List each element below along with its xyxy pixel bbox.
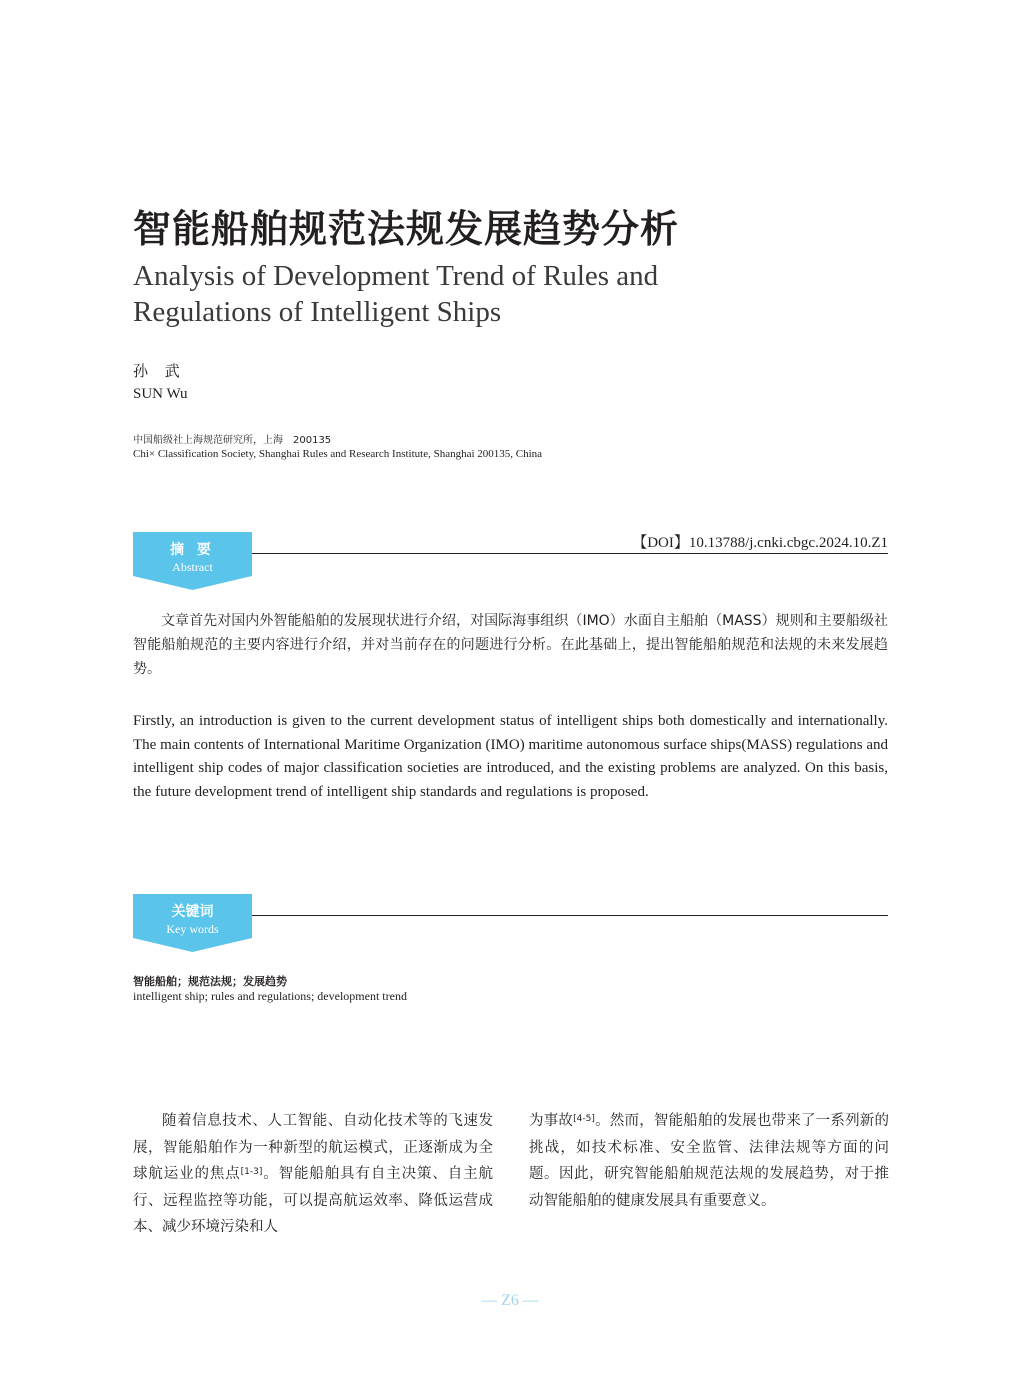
body-text: 为事故 xyxy=(529,1113,574,1129)
keywords-text-cn: 智能船舶；规范法规；发展趋势 xyxy=(133,975,287,988)
keywords-badge xyxy=(133,894,252,952)
citation-ref[interactable]: [1-3] xyxy=(240,1167,263,1177)
keywords-badge-en: Key words xyxy=(166,922,219,936)
abstract-text-cn: 文章首先对国内外智能船舶的发展现状进行介绍，对国际海事组织（IMO）水面自主船舶（MASS）规则和主要船级社智能船舶规范的主要内容进行介绍，并对当前存在的问题进行分析。在此基础上，提出智能船舶规范和法规的未来发展趋势。 xyxy=(133,613,888,677)
keywords-text-en: intelligent ship; rules and regulations; development trend xyxy=(133,989,407,1003)
keywords-divider xyxy=(250,915,888,916)
doi-label: 【DOI】10.13788/j.cnki.cbgc.2024.10.Z1 xyxy=(632,535,888,551)
abstract-divider xyxy=(250,553,888,554)
citation-ref[interactable]: [4-5] xyxy=(573,1114,595,1124)
affiliation-en: Chi× Classification Society, Shanghai Rules and Research Institute, Shanghai 200135, China xyxy=(133,448,543,460)
keywords-badge-cn: 关键词 xyxy=(171,904,214,920)
page-number: — Z6 — xyxy=(481,1292,539,1309)
author-name-cn: 孙 武 xyxy=(133,362,180,380)
abstract-badge xyxy=(133,532,252,590)
abstract-badge-cn: 摘 要 xyxy=(170,542,215,558)
body-column-left xyxy=(133,1108,493,1241)
article-title-cn: 智能船舶规范法规发展趋势分析 xyxy=(133,207,680,251)
body-column-right xyxy=(529,1108,889,1214)
abstract-text-en: Firstly, an introduction is given to the current development status of intelligent ships both domestically and internationally. The main contents of International Maritime Organization (IMO) maritime autonomous surface ships(MASS) regulations and intelligent ship codes of major classification societies are introduced, and the existing problems are analyzed. On this basis, the future development trend of intelligent ship standards and regulations is proposed. xyxy=(133,713,888,800)
author-name-en: SUN Wu xyxy=(133,386,188,402)
article-title-en: Analysis of Development Trend of Rules and Regulations of Intelligent Ships xyxy=(133,260,659,328)
body-text: 随着信息技术、人工智能、自动化技术等的飞速发展，智能船舶作为一种新型的航运模式，正逐渐成为全球航运业的焦点 xyxy=(133,1113,493,1182)
body-text: 。然而，智能船舶的发展也带来了一系列新的挑战，如技术标准、安全监管、法律法规等方面的问题。因此，研究智能船舶规范法规的发展趋势，对于推动智能船舶的健康发展具有重要意义。 xyxy=(529,1113,890,1209)
abstract-badge-en: Abstract xyxy=(172,560,213,574)
affiliation-cn: 中国船级社上海规范研究所，上海 200135 xyxy=(133,435,332,446)
body-text: 。智能船舶具有自主决策、自主航行、远程监控等功能，可以提高航运效率、降低运营成本、减少环境污染和人 xyxy=(133,1166,494,1235)
